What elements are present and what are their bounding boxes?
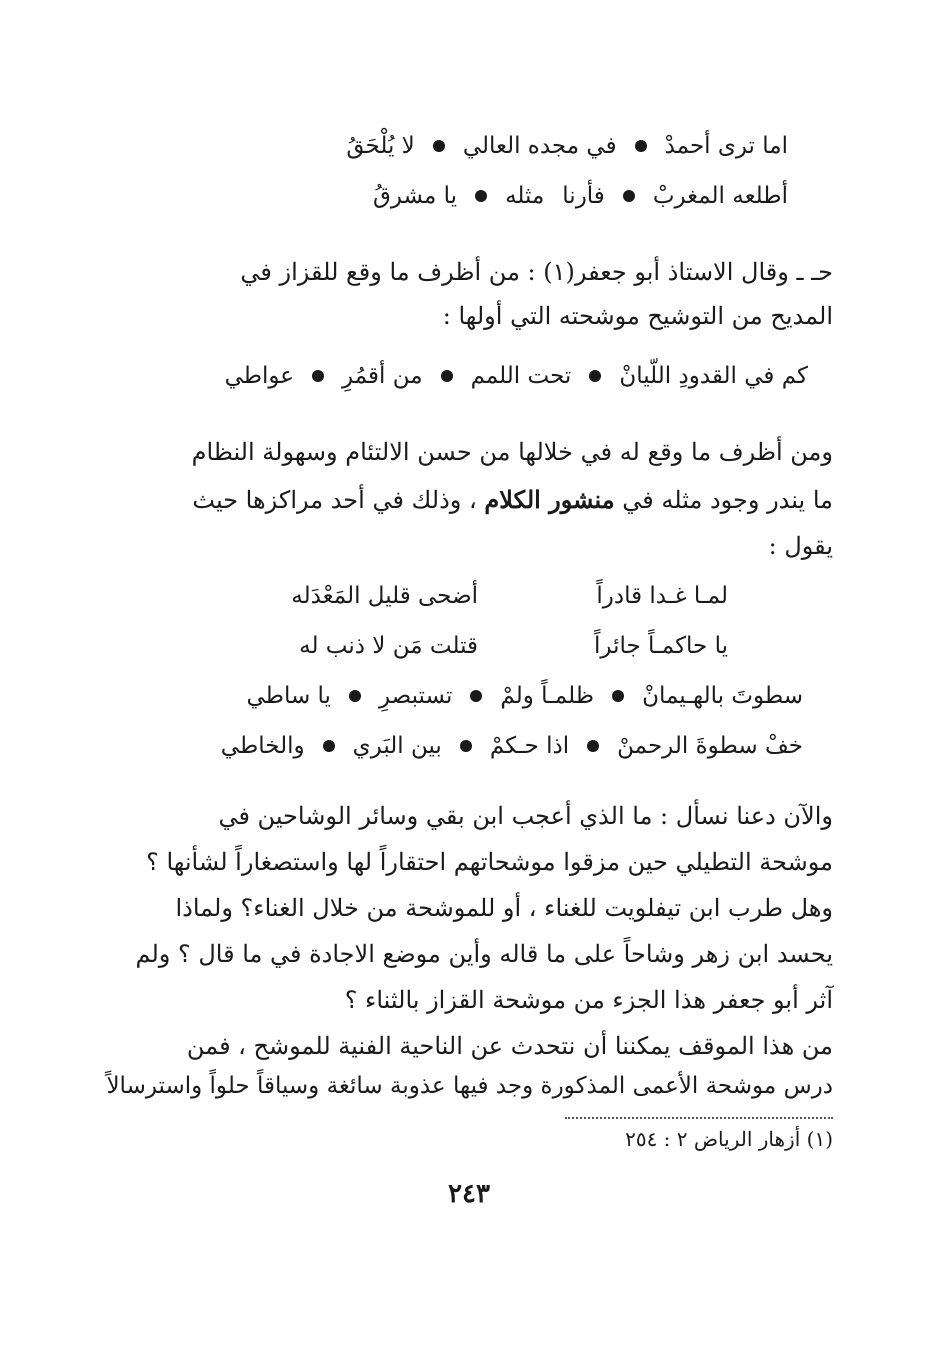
bullet-icon: [587, 740, 599, 752]
footnote-separator: [565, 1117, 833, 1119]
verse-segment: سطوتَ بالهـيمانْ: [642, 683, 803, 709]
paragraph-line: والآن دعنا نسأل : ما الذي أعجب ابن بقي وسائر الوشاحين في: [218, 802, 833, 830]
bullet-icon: [349, 690, 361, 702]
bullet-icon: [433, 140, 445, 152]
verse-line-2: [373, 180, 788, 212]
verse-segment: تستبصرِ: [378, 683, 453, 709]
footnote: (١) أزهار الرياض ٢ : ٢٥٤: [625, 1127, 833, 1151]
bullet-icon: [460, 740, 472, 752]
verse-segment: اما ترى أحمدْ: [664, 133, 788, 159]
bullet-icon: [470, 690, 482, 702]
paragraph-line: يحسد ابن زهر وشاحاً على ما قاله وأين موضع الاجادة في ما قال ؟ ولم: [135, 940, 833, 968]
verse-segment: يا ساطي: [246, 683, 331, 709]
paragraph-line: درس موشحة الأعمى المذكورة وجد فيها عذوبة سائغة وسياقاً حلواً واسترسالاً: [106, 1073, 833, 1099]
bullet-icon: [475, 190, 487, 202]
paragraph-line: من هذا الموقف يمكننا أن نتحدث عن الناحية الفنية للموشح ، فمن: [186, 1032, 833, 1060]
paragraph-line: [192, 484, 833, 516]
paragraph-line: المديح من التوشيح موشحته التي أولها :: [442, 302, 833, 330]
page-number: ٢٤٣: [448, 1179, 490, 1209]
bullet-icon: [323, 740, 335, 752]
verse-segment: ظلمـاً ولمْ: [500, 683, 595, 709]
verse-segment: فأرنا: [562, 183, 605, 209]
bold-phrase: منشور الكلام: [484, 485, 615, 514]
bullet-icon: [589, 370, 601, 382]
paragraph-line: حـ ـ وقال الاستاذ أبو جعفر(١) : من أظرف ما وقع للقزاز في: [240, 258, 833, 286]
text-run: ، وذلك في أحد مراكزها حيث: [192, 486, 477, 514]
bullet-icon: [623, 190, 635, 202]
couplet-right-2: قتلت مَن لا ذنب له: [299, 633, 478, 659]
verse-segment: مثله: [505, 183, 545, 209]
verse-line-3: [225, 360, 808, 392]
verse-segment: تحت اللمم: [470, 363, 572, 389]
verse-segment: كم في القدودِ اللّيانْ: [619, 363, 808, 389]
verse-segment: من أقمُرِ: [342, 363, 423, 389]
verse-segment: عواطي: [224, 363, 295, 389]
paragraph-line: يقول :: [768, 532, 833, 560]
bullet-icon: [612, 690, 624, 702]
bullet-icon: [441, 370, 453, 382]
paragraph-line: آثر أبو جعفر هذا الجزء من موشحة القزاز بالثناء ؟: [344, 986, 833, 1014]
paragraph-line: ومن أظرف ما وقع له في خلالها من حسن الالتئام وسهولة النظام: [191, 438, 833, 466]
bullet-icon: [635, 140, 647, 152]
verse-segment: بين البَري: [352, 733, 442, 759]
verse-segment: والخاطي: [220, 733, 305, 759]
couplet-left-2: يا حاكمـاً جائراً: [594, 633, 728, 659]
verse-segment: خفْ سطوةَ الرحمنْ: [617, 733, 803, 759]
verse-segment: لا يُلْحَقُ: [346, 133, 415, 159]
verse-line-1: [346, 130, 788, 162]
verse-line-5: [221, 730, 803, 762]
verse-line-4: [246, 680, 803, 712]
couplet-right-1: أضحى قليل المَعْدَله: [291, 583, 478, 609]
bullet-icon: [312, 370, 324, 382]
paragraph-line: وهل طرب ابن تيفلويت للغناء ، أو للموشحة من خلال الغناء؟ ولماذا: [175, 894, 833, 922]
verse-segment: يا مشرقُ: [372, 183, 458, 209]
verse-segment: في مجده العالي: [462, 133, 617, 159]
verse-segment: اذا حـكمْ: [489, 733, 570, 759]
paragraph-line: موشحة التطيلي حين مزقوا موشحاتهم احتقاراً لها واستصغاراً لشأنها ؟: [146, 848, 833, 876]
text-run: ما يندر وجود مثله في: [622, 486, 833, 514]
couplet-left-1: لمـا غـدا قادراً: [596, 583, 728, 609]
verse-segment: أطلعه المغربْ: [652, 183, 788, 209]
